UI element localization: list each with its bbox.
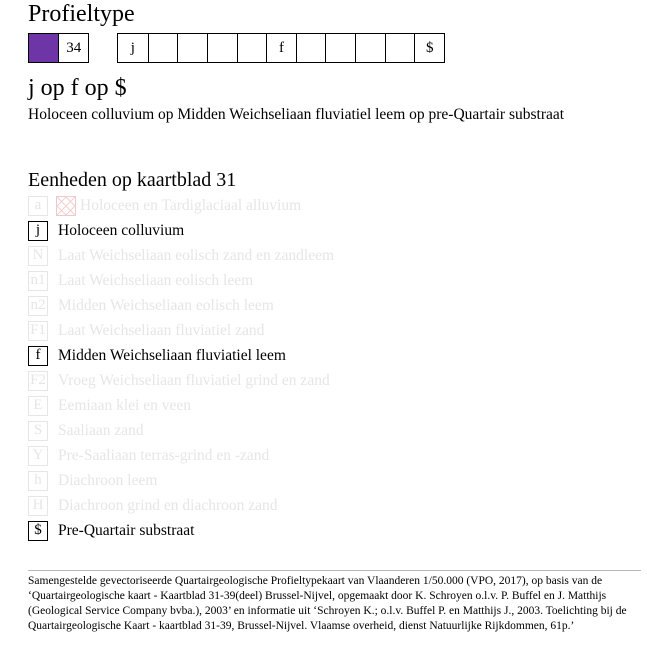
- unit-item: [28, 343, 334, 368]
- unit-item: [28, 318, 334, 343]
- unit-code: h: [28, 471, 48, 491]
- unit-code: H: [28, 496, 48, 516]
- profile-cell: [177, 34, 207, 62]
- profile-cell: j: [130, 39, 135, 56]
- profile-type-swatch-bar: [28, 33, 89, 63]
- unit-label: Pre-Quartair substraat: [58, 521, 195, 539]
- unit-item: [28, 393, 334, 418]
- profile-cell: [296, 34, 326, 62]
- unit-code: n1: [28, 271, 48, 291]
- unit-item: [28, 293, 334, 318]
- unit-item: [28, 493, 334, 518]
- unit-code: N: [28, 246, 48, 266]
- profile-number: 34: [58, 34, 88, 62]
- unit-label: Laat Weichseliaan fluviatiel zand: [58, 321, 265, 339]
- unit-label: Laat Weichseliaan eolisch zand en zandleem: [58, 246, 335, 264]
- hatch-pattern-icon: [56, 196, 76, 216]
- profile-sequence-bar: [117, 33, 445, 63]
- unit-item: [28, 268, 334, 293]
- profile-cell: [355, 34, 385, 62]
- unit-item: [28, 193, 334, 218]
- units-heading: Eenheden op kaartblad 31: [28, 169, 237, 191]
- unit-label: Vroeg Weichseliaan fluviatiel grind en zand: [58, 371, 330, 389]
- unit-code: $: [28, 521, 48, 541]
- unit-label: Diachroon grind en diachroon zand: [58, 496, 278, 514]
- unit-code: F2: [28, 371, 48, 391]
- profile-cell: [385, 34, 415, 62]
- unit-code: n2: [28, 296, 48, 316]
- unit-code: E: [28, 396, 48, 416]
- unit-code: Y: [28, 446, 48, 466]
- unit-item: [28, 218, 334, 243]
- unit-label: Eemiaan klei en veen: [58, 396, 191, 414]
- profile-cell: [325, 34, 355, 62]
- profile-cell: [207, 34, 237, 62]
- unit-item: [28, 418, 334, 443]
- unit-item: [28, 243, 334, 268]
- unit-label: Pre-Saaliaan terras-grind en -zand: [58, 446, 270, 464]
- profile-cell: $: [414, 34, 444, 62]
- unit-item: [28, 443, 334, 468]
- unit-item: [28, 368, 334, 393]
- unit-code: j: [28, 221, 48, 241]
- unit-code: f: [28, 346, 48, 366]
- unit-code: a: [28, 196, 48, 216]
- unit-item: [28, 468, 334, 493]
- unit-code: S: [28, 421, 48, 441]
- profile-cell: [237, 34, 267, 62]
- source-citation: Samengestelde gevectoriseerde Quartairgeologische Profieltypekaart van Vlaanderen 1/50.000 (VPO, 2017), op basis van de ‘Quartairgeologische kaart - Kaartblad 31-39(deel) Brussel-Nijvel, opgemaakt door K. Schroyen o.l.v. P. Buffel en J. Matthijs (Geological Service Company bvba.), 2003’ en informatie uit ‘Schroyen K.; o.l.v. Buffel P. en Matthijs J., 2003. Toelichting bij de Quartairgeologische Kaart - kaartblad 31-39, Brussel-Nijvel. Vlaamse overheid, dienst Natuurlijke Rijkdommen, 61p.’: [28, 575, 627, 632]
- unit-code: F1: [28, 321, 48, 341]
- profile-description: Holoceen colluvium op Midden Weichseliaan fluviatiel leem op pre-Quartair substraat: [28, 106, 565, 123]
- unit-label: Holoceen en Tardiglaciaal alluvium: [80, 196, 302, 214]
- footer-divider: [28, 570, 641, 571]
- profile-formula: j op f op $: [28, 75, 127, 101]
- unit-label: Midden Weichseliaan eolisch leem: [58, 296, 274, 314]
- profile-cell: f: [266, 34, 296, 62]
- unit-item: [28, 518, 334, 543]
- unit-label: Holoceen colluvium: [58, 221, 185, 239]
- page-title: Profieltype: [28, 1, 135, 27]
- unit-list: [28, 193, 334, 543]
- unit-label: Midden Weichseliaan fluviatiel leem: [58, 346, 286, 364]
- profile-color-swatch: [29, 34, 58, 62]
- unit-label: Diachroon leem: [58, 471, 158, 489]
- unit-label: Laat Weichseliaan eolisch leem: [58, 271, 254, 289]
- profile-cell: [148, 34, 178, 62]
- unit-label: Saaliaan zand: [58, 421, 144, 439]
